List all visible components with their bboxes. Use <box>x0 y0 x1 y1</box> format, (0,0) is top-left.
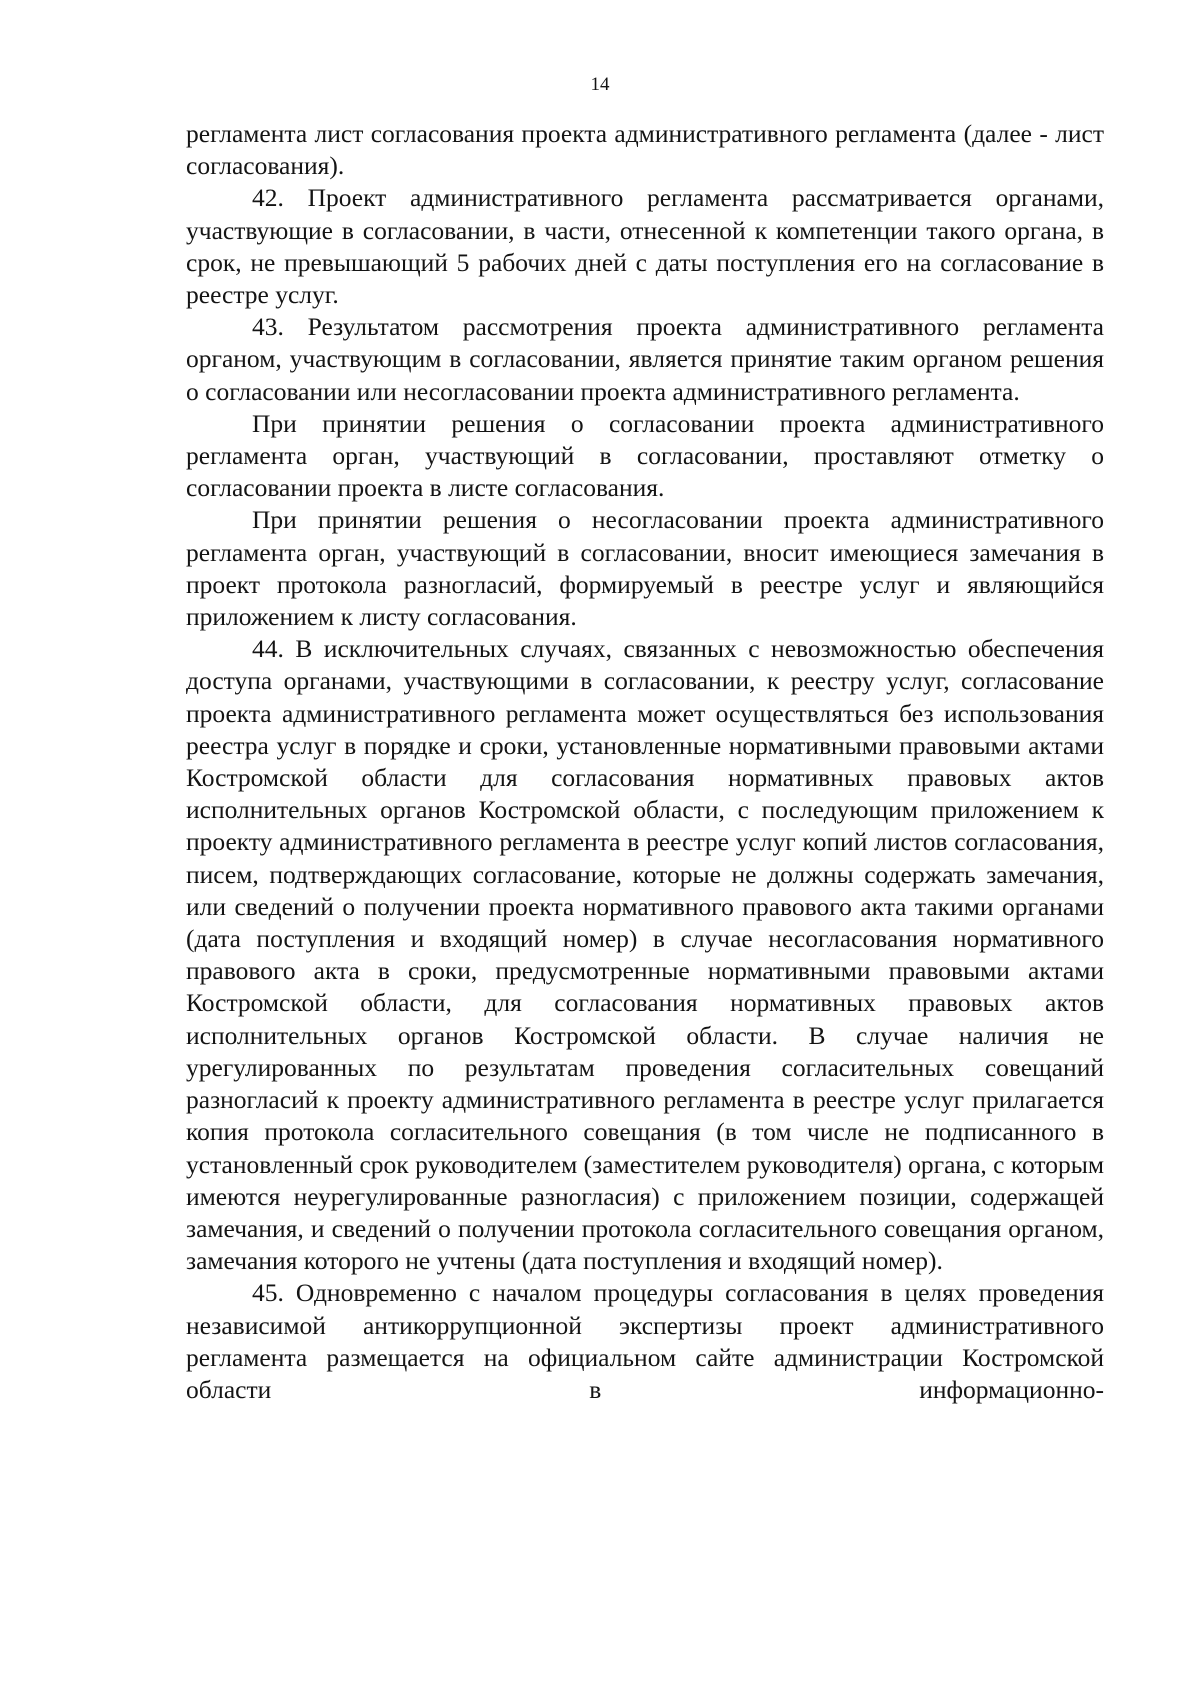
paragraph-approval: При принятии решения о согласовании проекта административного регламента орган, участвующий в согласовании, проставляют отметку о согласовании проекта в листе согласования. <box>186 408 1104 503</box>
paragraph-item-42: 42. Проект административного регламента рассматривается органами, участвующие в согласовании, в части, отнесенной к компетенции такого органа, в срок, не превышающий 5 рабочих дней с даты поступления его на согласование в реестре услуг. <box>186 183 1104 310</box>
page-number: 14 <box>590 74 610 95</box>
paragraph-item-45: 45. Одновременно с началом процедуры согласования в целях проведения независимой антикоррупционной экспертизы проект административного регламента размещается на официальном сайте администрации Костромской области в информационно- <box>186 1278 1104 1404</box>
paragraph-item-43: 43. Результатом рассмотрения проекта административного регламента органом, участвующим в согласовании, является принятие таким органом решения о согласовании или несогласовании проекта административного регламента. <box>186 312 1104 406</box>
paragraph-continuation: регламента лист согласования проекта административного регламента (далее - лист согласования). <box>186 119 1104 181</box>
paragraph-disapproval: При принятии решения о несогласовании проекта административного регламента орган, участвующий в согласовании, вносит имеющиеся замечания в проект протокола разногласий, формируемый в реестре услуг и являющийся приложением к листу согласования. <box>186 505 1104 632</box>
document-body <box>186 118 1104 1406</box>
paragraph-item-44: 44. В исключительных случаях, связанных с невозможностью обеспечения доступа органами, участвующими в согласовании, к реестру услуг, согласование проекта административного регламента может осуществляться без использования реестра услуг в порядке и сроки, установленные нормативными правовыми актами Костромской области для согласования нормативных правовых актов исполнительных органов Костромской области, с последующим приложением к проекту административного регламента в реестре услуг копий листов согласования, писем, подтверждающих согласование, которые не должны содержать замечания, или сведений о получении проекта нормативного правового акта такими органами (дата поступления и входящий номер) в случае несогласования нормативного правового акта в сроки, предусмотренные нормативными правовыми актами Костромской области, для согласования нормативных правовых актов исполнительных органов Костромской области. В случае наличия не урегулированных по результатам проведения согласительных совещаний разногласий к проекту административного регламента в реестре услуг прилагается копия протокола согласительного совещания (в том числе не подписанного в установленный срок руководителем (заместителем руководителя) органа, с которым имеются неурегулированные разногласия) с приложением позиции, содержащей замечания, и сведений о получении протокола согласительного совещания органом, замечания которого не учтены (дата поступления и входящий номер). <box>186 634 1104 1276</box>
